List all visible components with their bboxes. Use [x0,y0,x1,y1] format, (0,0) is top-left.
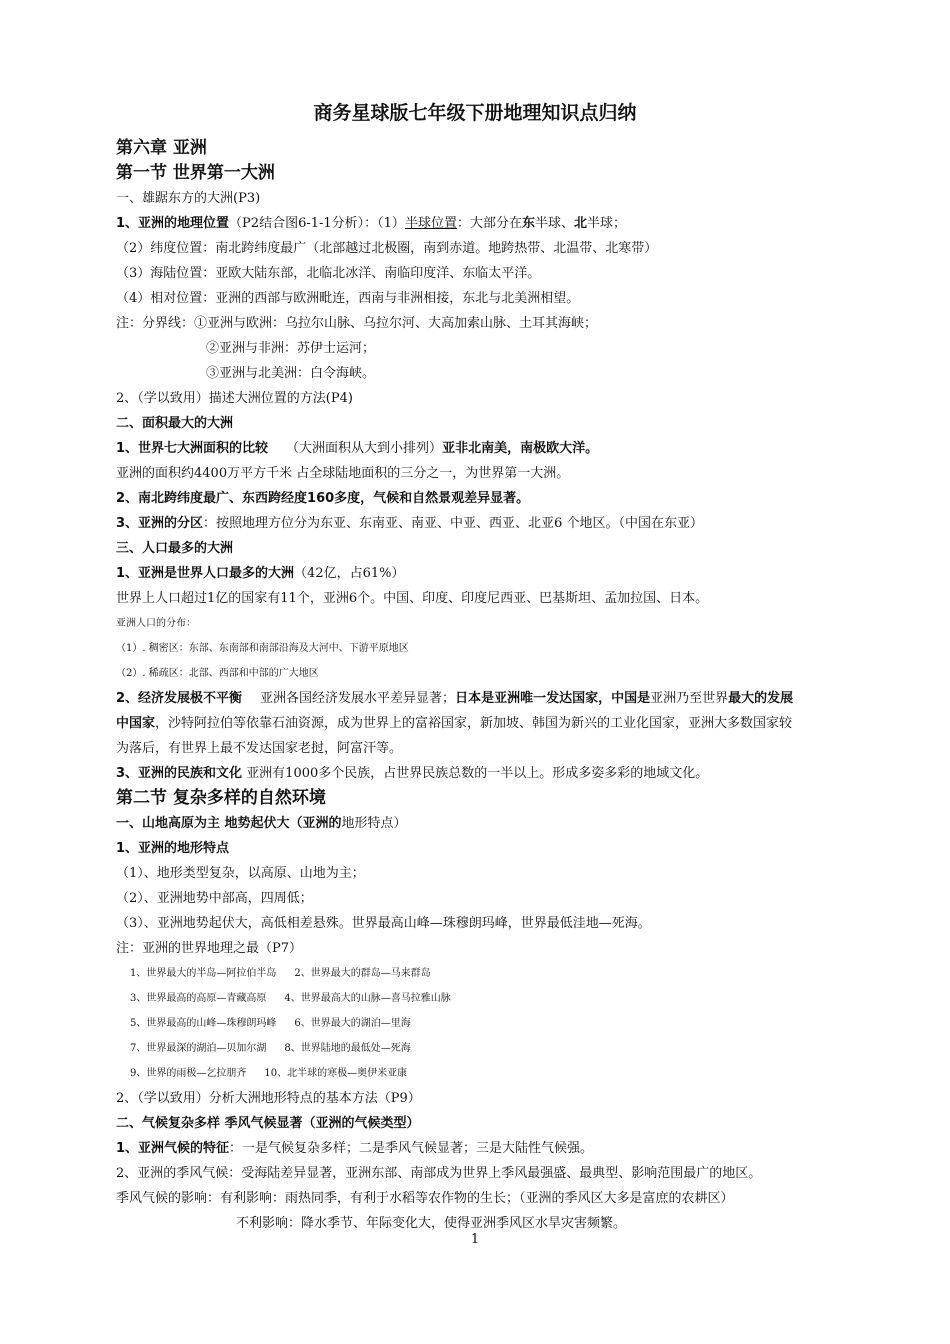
fact-item: 4、世界最高大的山脉—喜马拉雅山脉 [284,993,451,1004]
fact-item: 6、世界最大的湖泊—里海 [294,1018,411,1029]
text: （大洲面积从大到小排列） [286,441,443,456]
text: 亚洲乃至世界 [650,691,729,706]
small-paragraph: （1）. 稠密区：东部、东南部和南部沿海及大河中、下游平原地区 [116,643,409,654]
paragraph: （2）、亚洲地势中部高，四周低； [116,891,313,906]
fact-item: 7、世界最深的湖泊—贝加尔湖 [130,1043,267,1054]
paragraph: 1、亚洲的地形特点 [116,841,230,856]
page-number: 1 [470,1232,480,1247]
small-paragraph: 亚洲人口的分布： [116,618,196,629]
text: ：按照地理方位分为东亚、东南亚、南亚、中亚、西亚、北亚6 个地区。（中国在东亚） [203,516,703,531]
bold-text: 3、亚洲的民族和文化 [116,766,243,781]
paragraph: 一、雄踞东方的大洲(P3) [116,191,261,206]
paragraph: 亚洲的面积约4400万平方千米 占全球陆地面积的三分之一，为世界第一大洲。 [116,466,570,481]
paragraph: 为落后，有世界上最不发达国家老挝，阿富汗等。 [116,741,403,756]
bold-text: 日本是亚洲唯一发达国家，中国是 [455,691,651,706]
fact-item: 5、世界最高的山峰—珠穆朗玛峰 [130,1018,277,1029]
small-paragraph: （2）. 稀疏区：北部、西部和中部的广大地区 [116,668,319,679]
paragraph [116,1136,906,1161]
paragraph: （3）、亚洲地势起伏大，高低相差悬殊。世界最高山峰—珠穆朗玛峰，世界最低洼地—死海。 [116,916,651,931]
paragraph: 2、（学以致用）分析大洲地形特点的基本方法（P9） [116,1091,421,1106]
paragraph: 2、亚洲的季风气候：受海陆差异显著，亚洲东部、南部成为世界上季风最强盛、最典型、影响范围最广的地区。 [116,1166,762,1181]
paragraph: （1）、地形类型复杂，以高原、山地为主； [116,866,365,881]
bold-text: 3、亚洲的分区 [116,516,204,531]
paragraph [116,211,906,236]
bold-text: 一、山地高原为主 地势起伏大（亚洲的 [116,816,342,831]
paragraph: 2、南北跨纬度最广、东西跨经度160多度，气候和自然景观差异显著。 [116,491,530,506]
text: （P2结合图6-1-1分析）：（1） [229,216,405,231]
subheading [116,811,906,836]
text: ：大部分在 [456,216,522,231]
section-1-heading: 第一节 世界第一大洲 [116,163,275,183]
text: ：一是气候复杂多样；二是季风气候显著；三是大陆性气候强。 [229,1141,594,1156]
fact-item: 3、世界最高的高原—青藏高原 [130,993,267,1004]
fact-item: 9、世界的雨极—乞拉朋齐 [130,1068,247,1079]
bold-text: 1、亚洲是世界人口最多的大洲 [116,566,295,581]
paragraph: ③亚洲与北美洲：白令海峡。 [206,366,376,381]
paragraph: 注：分界线：①亚洲与欧洲：乌拉尔山脉、乌拉尔河、大高加索山脉、土耳其海峡； [116,316,598,331]
text: 半球； [587,216,627,231]
bold-text: 北 [574,216,588,231]
text: 半球、 [534,216,574,231]
bold-text: 最大的发展 [728,691,794,706]
underlined-text: 半球位置 [404,216,457,231]
fact-item: 10、北半球的寒极—奥伊米亚康 [264,1068,408,1079]
bold-text: 1、世界七大洲面积的比较 [116,441,269,456]
paragraph: ②亚洲与非洲：苏伊士运河； [206,341,376,356]
fact-row [116,961,906,986]
fact-item: 8、世界陆地的最低处—死海 [284,1043,411,1054]
document-body [116,136,906,1236]
paragraph: （4）相对位置：亚洲的西部与欧洲毗连，西南与非洲相接，东北与北美洲相望。 [116,291,580,306]
text: ，沙特阿拉伯等依靠石油资源，成为世界上的富裕国家，新加坡、韩国为新兴的工业化国家，亚洲大多数国家较 [155,716,793,731]
text: 亚洲有1000多个民族，占世界民族总数的一半以上。形成多姿多彩的地域文化。 [242,766,709,781]
fact-row [116,1036,906,1061]
bold-text: 1、亚洲气候的特征 [116,1141,230,1156]
chapter-heading: 第六章 亚洲 [116,138,207,158]
bold-text: 1、亚洲的地理位置 [116,216,230,231]
paragraph [116,561,906,586]
bold-text: 东 [521,216,535,231]
bold-text: 2、经济发展极不平衡 [116,691,243,706]
paragraph: （3）海陆位置：亚欧大陆东部，北临北冰洋、南临印度洋、东临太平洋。 [116,266,541,281]
paragraph [116,511,906,536]
document-title: 商务星球版七年级下册地理知识点归纳 [313,102,637,124]
bold-text: 中国家 [116,716,156,731]
paragraph: 不利影响：降水季节、年际变化大，使得亚洲季风区水旱灾害频繁。 [236,1216,627,1231]
paragraph: （2）纬度位置：南北跨纬度最广（北部越过北极圈，南到赤道。地跨热带、北温带、北寒带） [116,241,658,256]
text: 亚洲各国经济发展水平差异显著； [260,691,456,706]
paragraph [116,686,906,711]
fact-item: 2、世界最大的群岛—马来群岛 [294,968,431,979]
text: 地形特点） [341,816,407,831]
fact-item: 1、世界最大的半岛—阿拉伯半岛 [130,968,277,979]
paragraph: 2、（学以致用）描述大洲位置的方法(P4) [116,391,353,406]
text: （42亿，占61%） [294,566,405,581]
paragraph [116,711,906,736]
fact-row [116,1061,906,1086]
paragraph [116,436,906,461]
bold-text: 亚非北南美，南极欧大洋。 [442,441,599,456]
subheading: 二、面积最大的大洲 [116,416,234,431]
paragraph: 注：亚洲的世界地理之最（P7） [116,941,303,956]
paragraph: 季风气候的影响：有利影响：雨热同季，有利于水稻等农作物的生长；（亚洲的季风区大多是富庶的农耕区） [116,1191,734,1206]
fact-row [116,1011,906,1036]
paragraph [116,761,906,786]
section-2-heading: 第二节 复杂多样的自然环境 [116,788,326,808]
subheading: 二、气候复杂多样 季风气候显著（亚洲的气候类型） [116,1116,420,1131]
fact-row [116,986,906,1011]
paragraph: 世界上人口超过1亿的国家有11个，亚洲6个。中国、印度、印度尼西亚、巴基斯坦、孟加拉国、日本。 [116,591,709,606]
subheading: 三、人口最多的大洲 [116,541,234,556]
